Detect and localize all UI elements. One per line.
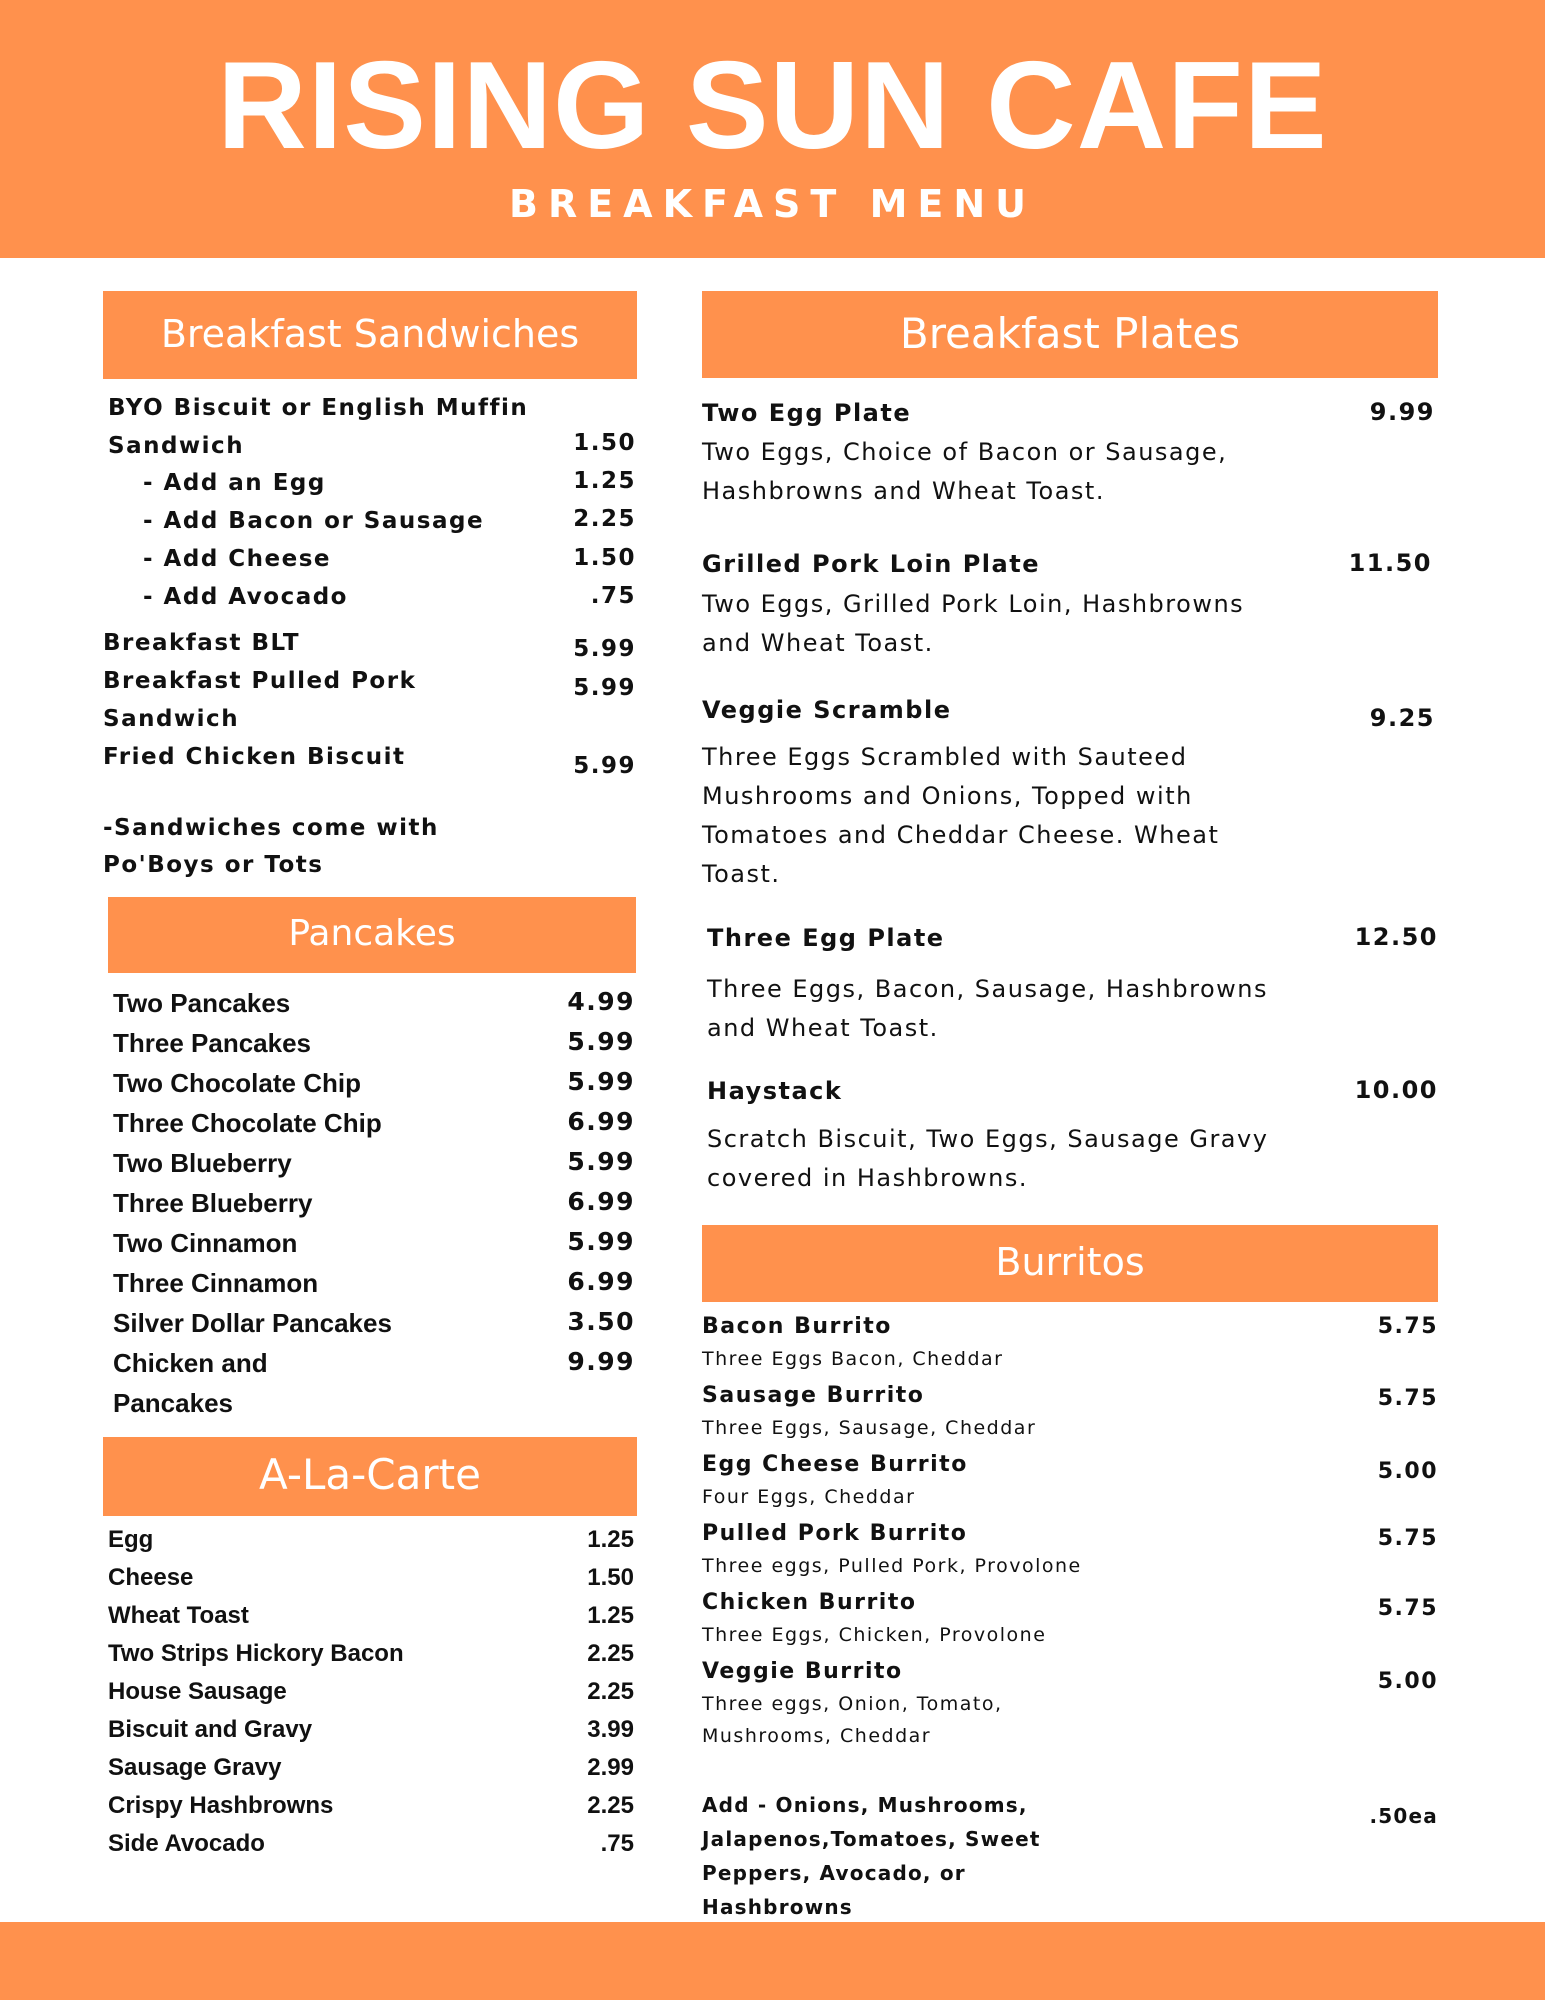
plate-item-desc: Three Eggs Scrambled with Sauteed Mushrooms and Onions, Topped with Tomatoes and Cheddar Cheese. Wheat Toast. [702, 743, 1220, 888]
burrito-addon-price: .50ea [1369, 1804, 1438, 1828]
menu-subtitle: BREAKFAST MENU [509, 182, 1036, 226]
alacarte-heading [103, 1437, 637, 1516]
alacarte-item-price: 2.25 [587, 1678, 634, 1705]
pulled-pork-line2: Sandwich [103, 706, 240, 732]
pancake-item-name: Chicken and [113, 1348, 268, 1378]
byo-sandwich-price: 1.50 [573, 430, 636, 456]
pancake-item-price: 5.99 [567, 1067, 635, 1096]
alacarte-item-name: Sausage Gravy [108, 1754, 282, 1781]
pancake-item-name: Two Pancakes [113, 988, 291, 1018]
burrito-item-price: 5.75 [1377, 1526, 1438, 1551]
plate-item-name: Two Egg Plate [702, 399, 912, 427]
alacarte-item-price: .75 [600, 1830, 634, 1857]
alacarte-item-name: House Sausage [108, 1678, 287, 1705]
plates-heading-text: Breakfast Plates [899, 309, 1241, 358]
pancake-item-price: 5.99 [567, 1147, 635, 1176]
burrito-item-name: Chicken Burrito [702, 1590, 917, 1615]
burrito-item-name: Sausage Burrito [702, 1383, 925, 1408]
addon-egg: - Add an Egg [143, 470, 326, 496]
pancake-item-price: 9.99 [567, 1347, 635, 1376]
burritos-heading [702, 1225, 1438, 1302]
plate-item-price: 9.99 [1369, 398, 1435, 426]
pulled-pork-line1: Breakfast Pulled Pork [103, 668, 417, 694]
pancake-item-name: Three Blueberry [113, 1188, 313, 1218]
plate-item-desc: Two Eggs, Grilled Pork Loin, Hashbrowns and Wheat Toast. [702, 590, 1245, 657]
burritos-heading-text: Burritos [995, 1240, 1145, 1284]
pulled-pork-price: 5.99 [573, 675, 636, 701]
pancakes-heading-text: Pancakes [288, 913, 456, 954]
sandwich-note-line2: Po'Boys or Tots [103, 852, 324, 878]
cafe-title: RISING SUN CAFE [217, 37, 1328, 175]
alacarte-item-name: Crispy Hashbrowns [108, 1792, 334, 1819]
alacarte-item-price: 2.99 [587, 1754, 634, 1781]
fried-chicken-biscuit: Fried Chicken Biscuit [103, 744, 406, 770]
alacarte-item-name: Biscuit and Gravy [108, 1716, 313, 1743]
addon-cheese: - Add Cheese [143, 546, 332, 572]
pancake-item-price: 3.50 [567, 1307, 635, 1336]
pancake-item-name: Three Chocolate Chip [113, 1108, 382, 1138]
burrito-item-name: Bacon Burrito [702, 1314, 892, 1339]
alacarte-item-price: 1.25 [587, 1526, 634, 1553]
pancake-item-name-line2: Pancakes [113, 1388, 233, 1418]
sandwiches-heading [103, 291, 637, 379]
pancake-item-name: Silver Dollar Pancakes [113, 1308, 392, 1338]
burrito-item-price: 5.75 [1377, 1386, 1438, 1411]
sandwich-note-line1: -Sandwiches come with [103, 815, 439, 841]
burrito-item-name: Pulled Pork Burrito [702, 1521, 968, 1546]
pancake-item-price: 6.99 [567, 1107, 635, 1136]
plate-item-desc: Three Eggs, Bacon, Sausage, Hashbrowns and Wheat Toast. [707, 975, 1268, 1042]
breakfast-blt: Breakfast BLT [103, 630, 301, 656]
burrito-item-price: 5.75 [1377, 1596, 1438, 1621]
burrito-addon-note: Add - Onions, Mushrooms, Jalapenos,Tomatoes, Sweet Peppers, Avocado, or Hashbrowns [702, 1793, 1041, 1919]
alacarte-item-price: 2.25 [587, 1640, 634, 1667]
burrito-item-price: 5.00 [1377, 1459, 1438, 1484]
burrito-item-desc: Four Eggs, Cheddar [702, 1486, 916, 1508]
alacarte-item-name: Side Avocado [108, 1830, 265, 1857]
alacarte-item-price: 1.50 [587, 1564, 634, 1591]
plate-item-name: Veggie Scramble [702, 696, 952, 724]
pancake-item-name: Two Cinnamon [113, 1228, 298, 1258]
plate-item-name: Haystack [707, 1077, 843, 1105]
burrito-item-desc: Three Eggs Bacon, Cheddar [702, 1348, 1004, 1370]
addon-avocado-price: .75 [590, 583, 636, 609]
header-banner [0, 0, 1545, 258]
pancake-item-name: Three Cinnamon [113, 1268, 319, 1298]
pancake-item-name: Two Blueberry [113, 1148, 292, 1178]
pancake-item-price: 6.99 [567, 1267, 635, 1296]
plate-item-name: Grilled Pork Loin Plate [702, 550, 1040, 578]
plate-item-price: 10.00 [1354, 1076, 1438, 1104]
burrito-item-price: 5.00 [1377, 1669, 1438, 1694]
plate-item-desc: Two Eggs, Choice of Bacon or Sausage, Hashbrowns and Wheat Toast. [702, 438, 1228, 505]
pancake-item-price: 6.99 [567, 1187, 635, 1216]
footer-bar [0, 1922, 1545, 2000]
plate-item-price: 11.50 [1348, 549, 1432, 577]
addon-bacon-sausage-price: 2.25 [573, 506, 636, 532]
burrito-item-desc: Three eggs, Onion, Tomato, [702, 1693, 1003, 1715]
alacarte-heading-text: A-La-Carte [259, 1450, 481, 1499]
burrito-item-price: 5.75 [1377, 1314, 1438, 1339]
burrito-item-desc: Three Eggs, Sausage, Cheddar [702, 1417, 1037, 1439]
pancake-item-name: Two Chocolate Chip [113, 1068, 361, 1098]
byo-sandwich-line2: Sandwich [108, 433, 245, 459]
pancake-item-name: Three Pancakes [113, 1028, 312, 1058]
alacarte-item-price: 1.25 [587, 1602, 634, 1629]
burrito-item-desc: Three eggs, Pulled Pork, Provolone [702, 1555, 1082, 1577]
pancakes-heading [108, 897, 636, 973]
addon-bacon-sausage: - Add Bacon or Sausage [143, 508, 485, 534]
burrito-item-desc: Three Eggs, Chicken, Provolone [702, 1624, 1047, 1646]
plate-item-price: 9.25 [1369, 704, 1435, 732]
alacarte-item-price: 3.99 [587, 1716, 634, 1743]
alacarte-item-name: Two Strips Hickory Bacon [108, 1640, 404, 1667]
pancake-item-price: 5.99 [567, 1227, 635, 1256]
addon-avocado: - Add Avocado [143, 584, 348, 610]
addon-cheese-price: 1.50 [573, 545, 636, 571]
addon-egg-price: 1.25 [573, 468, 636, 494]
byo-sandwich-line1: BYO Biscuit or English Muffin [108, 395, 529, 421]
burrito-item-name: Veggie Burrito [702, 1659, 903, 1684]
burrito-item-name: Egg Cheese Burrito [702, 1452, 968, 1477]
alacarte-item-name: Cheese [108, 1564, 194, 1591]
plate-item-name: Three Egg Plate [707, 924, 945, 952]
alacarte-item-name: Wheat Toast [108, 1602, 249, 1629]
alacarte-item-name: Egg [108, 1526, 154, 1553]
pancake-item-price: 5.99 [567, 1027, 635, 1056]
plate-item-desc: Scratch Biscuit, Two Eggs, Sausage Gravy covered in Hashbrowns. [707, 1125, 1269, 1192]
alacarte-item-price: 2.25 [587, 1792, 634, 1819]
plates-heading [702, 291, 1438, 378]
breakfast-blt-price: 5.99 [573, 636, 636, 662]
fried-chicken-biscuit-price: 5.99 [573, 753, 636, 779]
pancake-item-price: 4.99 [567, 987, 635, 1016]
sandwiches-heading-text: Breakfast Sandwiches [160, 312, 580, 356]
plate-item-price: 12.50 [1354, 923, 1438, 951]
burrito-item-desc-line2: Mushrooms, Cheddar [702, 1725, 932, 1747]
